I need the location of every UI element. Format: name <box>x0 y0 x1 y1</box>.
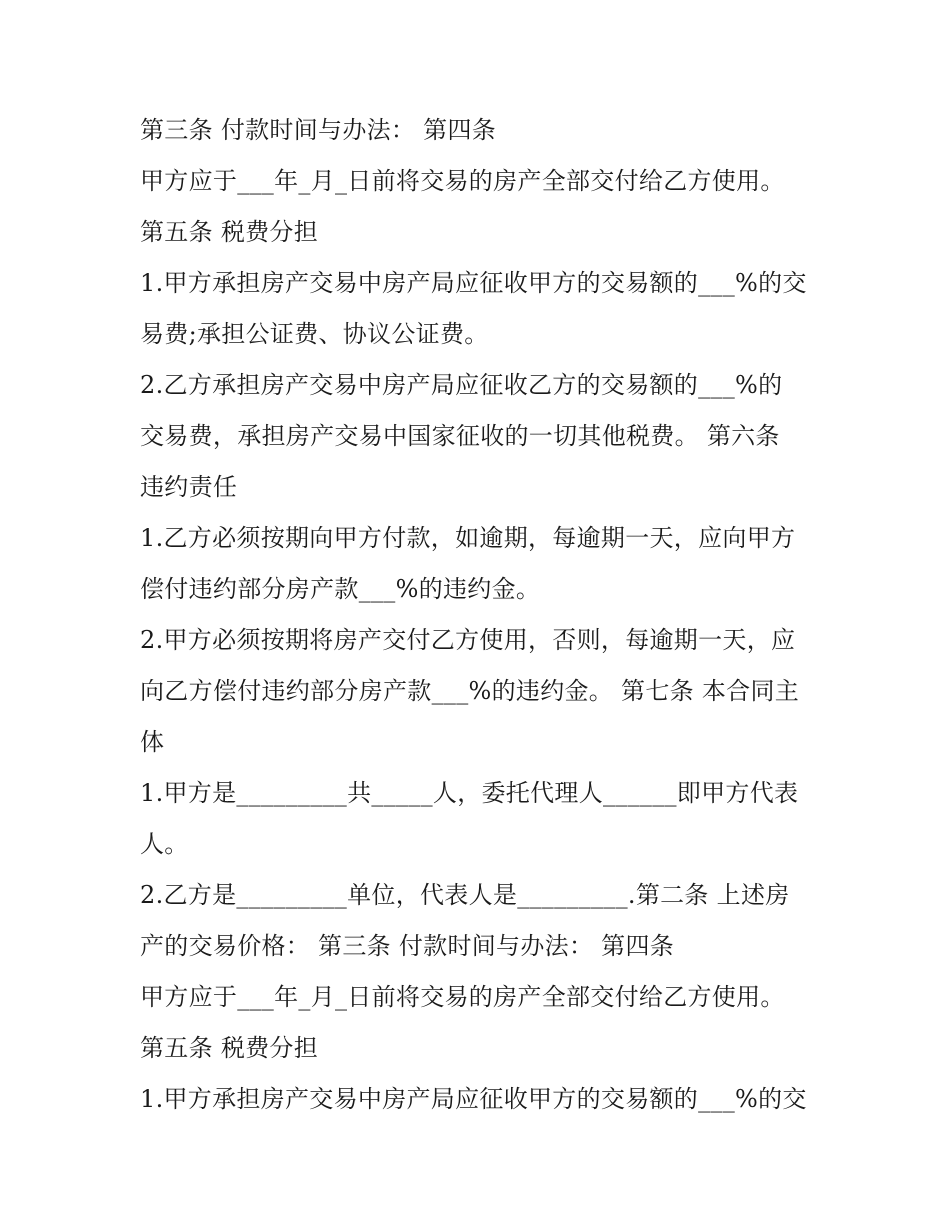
text-line: 1.乙方必须按期向甲方付款，如逾期，每逾期一天，应向甲方 <box>140 524 796 552</box>
text-line: 1.甲方承担房产交易中房产局应征收甲方的交易额的___%的交 <box>140 1085 807 1113</box>
text-line: 第三条 付款时间与办法： 第四条 <box>140 116 497 144</box>
text-line: 体 <box>140 728 165 756</box>
text-line: 第五条 税费分担 <box>140 218 319 246</box>
text-line: 1.甲方承担房产交易中房产局应征收甲方的交易额的___%的交 <box>140 269 807 297</box>
text-line: 向乙方偿付违约部分房产款___%的违约金。 第七条 本合同主 <box>140 677 800 705</box>
text-line: 甲方应于___年_月_日前将交易的房产全部交付给乙方使用。 <box>140 167 785 195</box>
document-page <box>140 105 820 1125</box>
text-line: 产的交易价格： 第三条 付款时间与办法： 第四条 <box>140 932 675 960</box>
text-line: 甲方应于___年_月_日前将交易的房产全部交付给乙方使用。 <box>140 983 785 1011</box>
text-line: 2.乙方承担房产交易中房产局应征收乙方的交易额的___%的 <box>140 371 783 399</box>
text-line: 交易费，承担房产交易中国家征收的一切其他税费。 第六条 <box>140 422 780 450</box>
text-line: 违约责任 <box>140 473 238 501</box>
text-line: 2.乙方是_________单位，代表人是_________.第二条 上述房 <box>140 881 790 909</box>
text-line: 偿付违约部分房产款___%的违约金。 <box>140 575 541 603</box>
text-line: 易费;承担公证费、协议公证费。 <box>140 320 489 348</box>
text-line: 2.甲方必须按期将房产交付乙方使用，否则，每逾期一天，应 <box>140 626 796 654</box>
text-line: 人。 <box>140 830 189 858</box>
text-line: 1.甲方是_________共_____人，委托代理人______即甲方代表 <box>140 779 799 807</box>
text-line: 第五条 税费分担 <box>140 1034 319 1062</box>
